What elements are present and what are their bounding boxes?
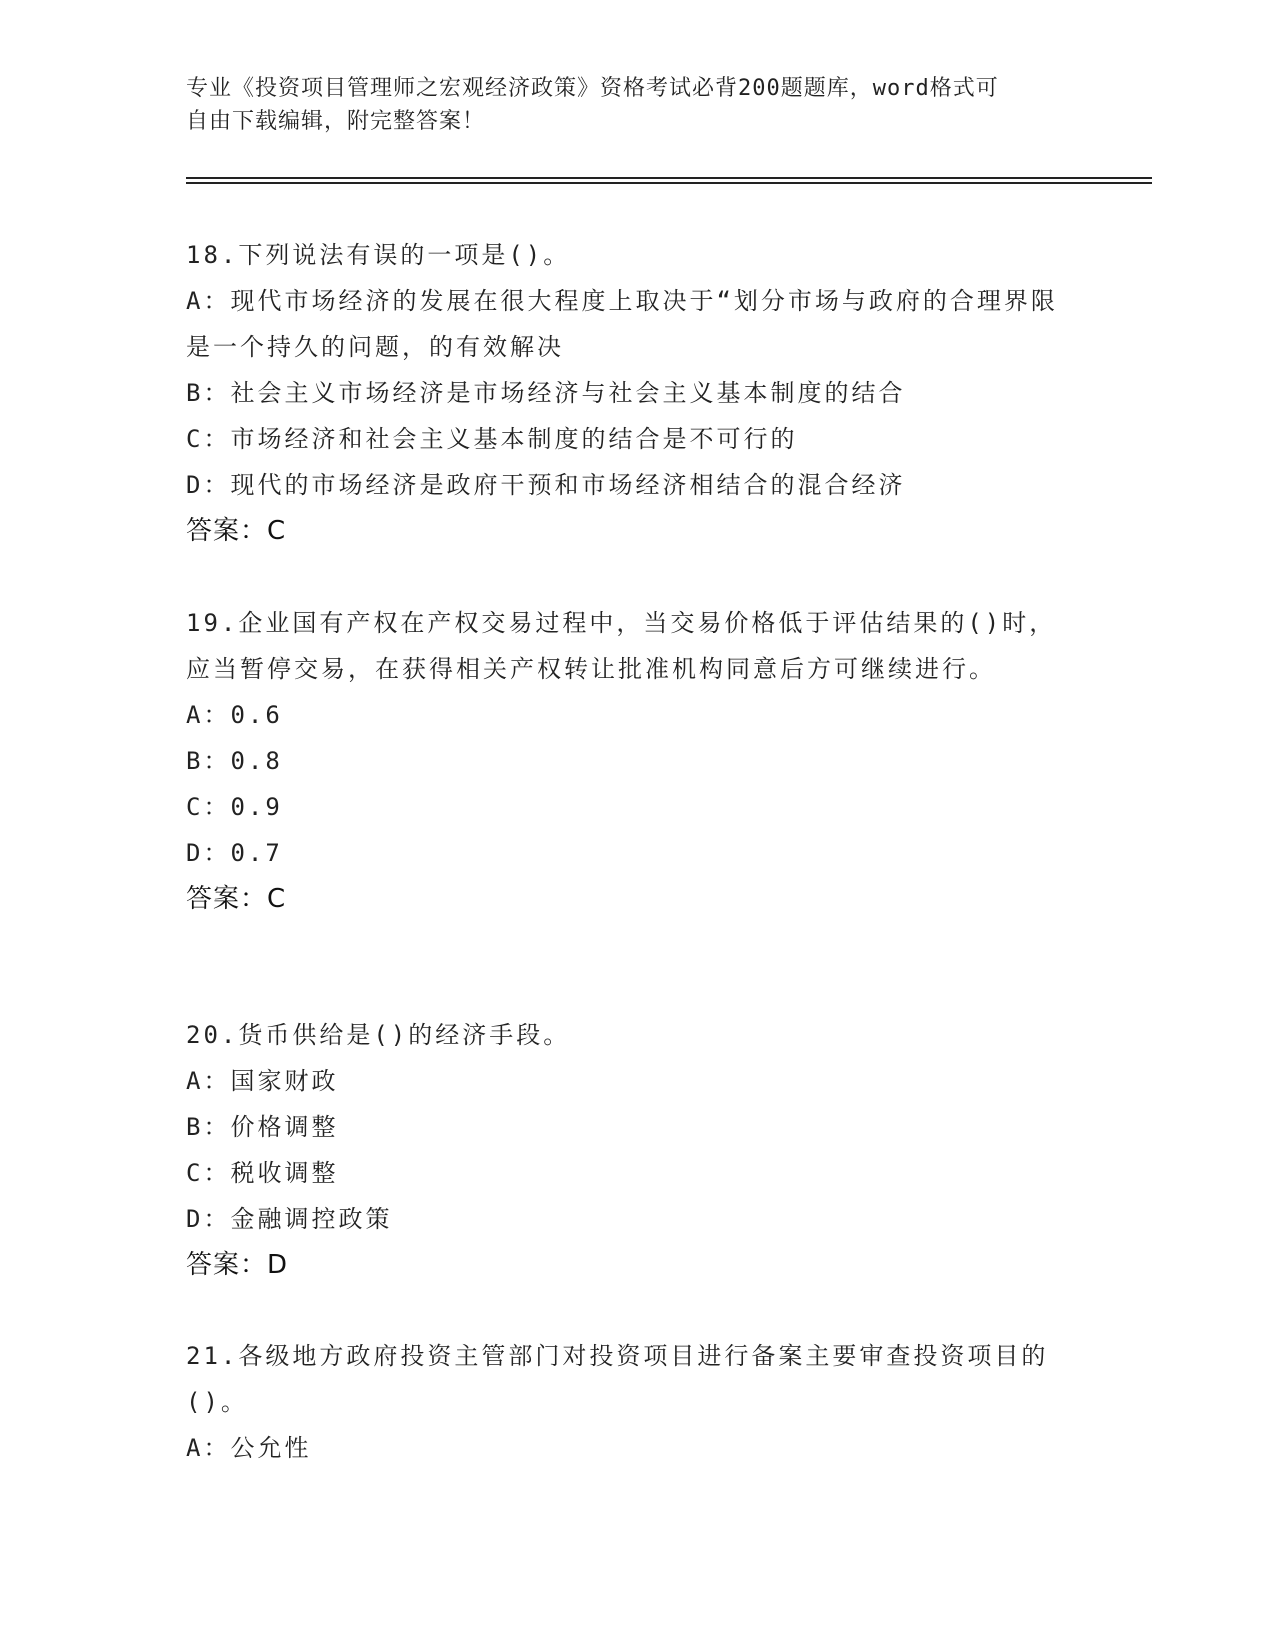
option-d: D：0.7 (186, 839, 283, 867)
option-c: C：税收调整 (186, 1159, 339, 1187)
header-divider-top (186, 177, 1152, 179)
question-18 (186, 232, 1066, 554)
option-a: A：国家财政 (186, 1067, 339, 1095)
question-stem: 18.下列说法有误的一项是()。 (186, 241, 571, 269)
question-19 (186, 600, 1066, 922)
question-stem: 20.货币供给是()的经济手段。 (186, 1021, 571, 1049)
option-c: C：0.9 (186, 793, 283, 821)
option-d: D：现代的市场经济是政府干预和市场经济相结合的混合经济 (186, 471, 906, 499)
question-stem: 21.各级地方政府投资主管部门对投资项目进行备案主要审查投资项目的()。 (186, 1342, 1049, 1416)
question-21 (186, 1333, 1066, 1471)
header-line-1: 专业《投资项目管理师之宏观经济政策》资格考试必背200题题库，word格式可 (186, 76, 999, 101)
option-a: A：0.6 (186, 701, 283, 729)
option-b: B：价格调整 (186, 1113, 339, 1141)
option-b: B：社会主义市场经济是市场经济与社会主义基本制度的结合 (186, 379, 906, 407)
option-a: A：现代市场经济的发展在很大程度上取决于“划分市场与政府的合理界限是一个持久的问题，的有效解决 (186, 287, 1058, 361)
option-a: A：公允性 (186, 1434, 312, 1462)
document-header (186, 72, 1066, 138)
option-c: C：市场经济和社会主义基本制度的结合是不可行的 (186, 425, 798, 453)
option-b: B：0.8 (186, 747, 283, 775)
answer: 答案：C (186, 516, 287, 546)
answer: 答案：D (186, 1250, 289, 1280)
header-divider-bottom (186, 182, 1152, 184)
question-20 (186, 1012, 1066, 1288)
option-d: D：金融调控政策 (186, 1205, 393, 1233)
header-line-2: 自由下载编辑，附完整答案！ (186, 109, 486, 134)
question-stem: 19.企业国有产权在产权交易过程中，当交易价格低于评估结果的()时，应当暂停交易，在获得相关产权转让批准机构同意后方可继续进行。 (186, 609, 1057, 683)
answer: 答案：C (186, 884, 287, 914)
